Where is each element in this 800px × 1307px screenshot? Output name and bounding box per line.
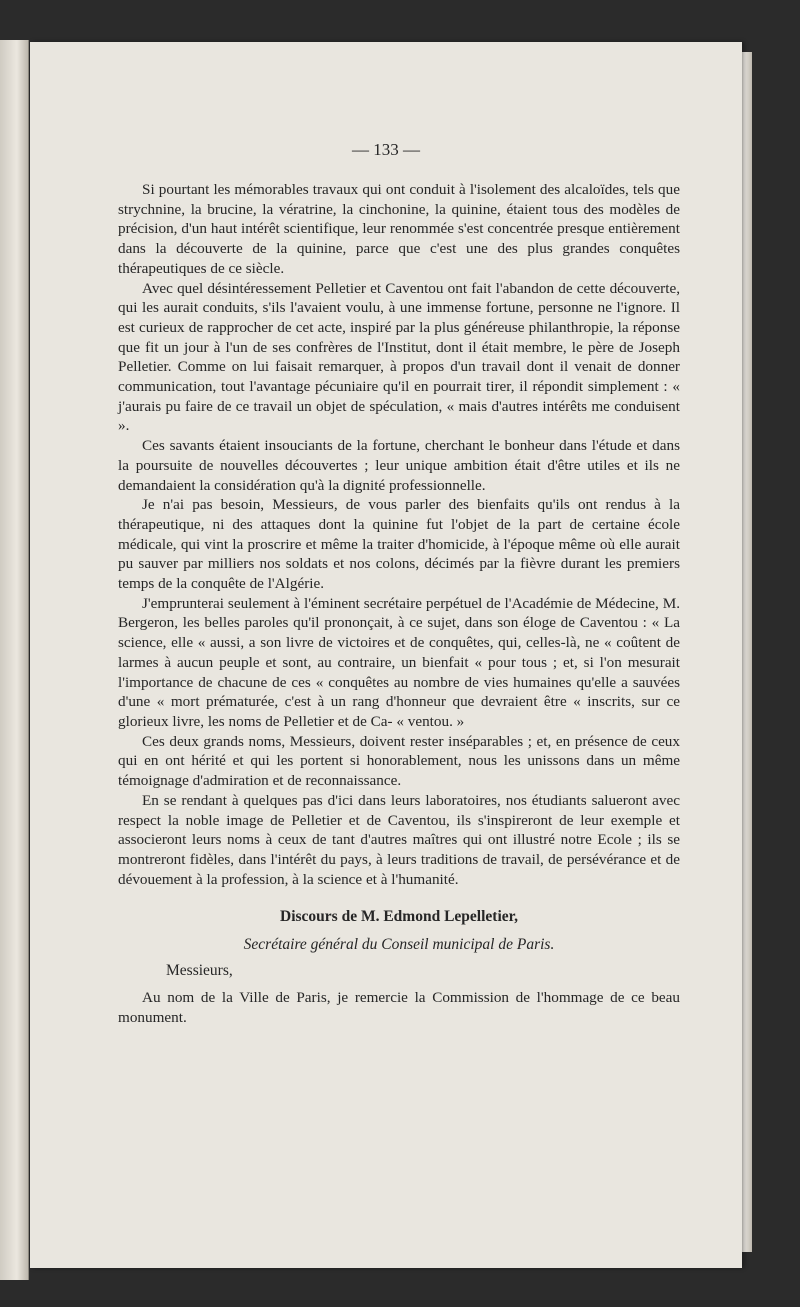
page-number: — 133 — — [352, 140, 420, 159]
previous-page-edge — [0, 40, 29, 1280]
paragraph: Ces savants étaient insouciants de la fortune, cherchant le bonheur dans l'étude et dans la poursuite de nouvelles découvertes ; leur unique ambition était d'être utiles et ils ne demandaient la considération qu'à la dignité professionnelle. — [118, 437, 680, 494]
paragraph: J'emprunterai seulement à l'éminent secrétaire perpétuel de l'Académie de Médecine, M. Bergeron, les belles paroles qu'il prononçait, à ce sujet, dans son éloge de Caventou : « La science, elle « aussi, a son livre de victoires et de conquêtes, qui, celles-là, ne « coûtent de larmes à aucun peuple et sont, au contraire, un bienfait « pour tous ; et, si l'on mesurait l'importance de chacune de ces « conquêtes au nombre de vies humaines qu'elle a sauvées d'une « mort prématurée, c'est à un rang d'honneur que devraient être « inscrits, sur ce glorieux livre, les noms de Pelletier et de Ca- « ventou. » — [118, 594, 680, 730]
paragraph: Si pourtant les mémorables travaux qui ont conduit à l'isolement des alcaloïdes, tels que strychnine, la brucine, la vératrine, la cinchonine, la quinine, étaient tous des modèles de précision, d'un haut intérêt scientifique, leur renommée s'est concentrée presque entièrement dans la découverte de la quinine, parce que c'est une des plus grandes conquêtes thérapeutiques de ce siècle. — [118, 181, 680, 277]
paragraph: Je n'ai pas besoin, Messieurs, de vous parler des bienfaits qu'ils ont rendus à la thérapeutique, ni des attaques dont la quinine fut l'objet de la part de certaine école médicale, qui vint la proscrire et même la traiter d'homicide, à l'époque même où elle aurait pu sauver par milliers nos soldats et nos colons, décimés par la fièvre durant les premiers temps de la conquête de l'Algérie. — [118, 496, 680, 593]
paragraph: En se rendant à quelques pas d'ici dans leurs laboratoires, nos étudiants salueront avec respect la noble image de Pelletier et de Caventou, ils s'inspireront de leur exemple et associeront leurs noms à ceux de tant d'autres maîtres qui ont illustré notre Ecole ; ils se montreront fidèles, dans l'intérêt du pays, à leurs traditions de travail, de persévérance et de dévouement à la profession, à la science et à l'humanité. — [118, 791, 680, 888]
book-page — [30, 42, 742, 1268]
speech-salutation: Messieurs, — [166, 961, 233, 979]
speech-paragraph: Au nom de la Ville de Paris, je remercie la Commission de l'hommage de ce beau monument. — [118, 989, 680, 1027]
body-text — [118, 180, 680, 1028]
speech-title: Discours de M. Edmond Lepelletier, — [280, 908, 518, 926]
paragraph: Avec quel désintéressement Pelletier et Caventou ont fait l'abandon de cette découverte, qui les aurait conduits, s'ils l'avaient voulu, à une immense fortune, personne ne l'ignore. Il est curieux de rapprocher de cet acte, inspiré par la plus généreuse philanthropie, la réponse que fit un jour à l'un de ses confrères de l'Institut, dont il était membre, le père de Joseph Pelletier. Comme on lui faisait remarquer, à propos d'un travail dont il venait de donner communication, tout l'avantage pécuniaire qu'il en pourrait tirer, il répondit simplement : « j'aurais pu faire de ce travail un objet de spéculation, « mais d'autres intérêts me conduisent ». — [118, 279, 680, 435]
speech-subtitle: Secrétaire général du Conseil municipal de Paris. — [243, 936, 555, 954]
paragraph: Ces deux grands noms, Messieurs, doivent rester inséparables ; et, en présence de ceux qui en ont hérité et qui les portent si honorablement, nous les unissons dans un même témoignage d'admiration et de reconnaissance. — [118, 732, 680, 790]
